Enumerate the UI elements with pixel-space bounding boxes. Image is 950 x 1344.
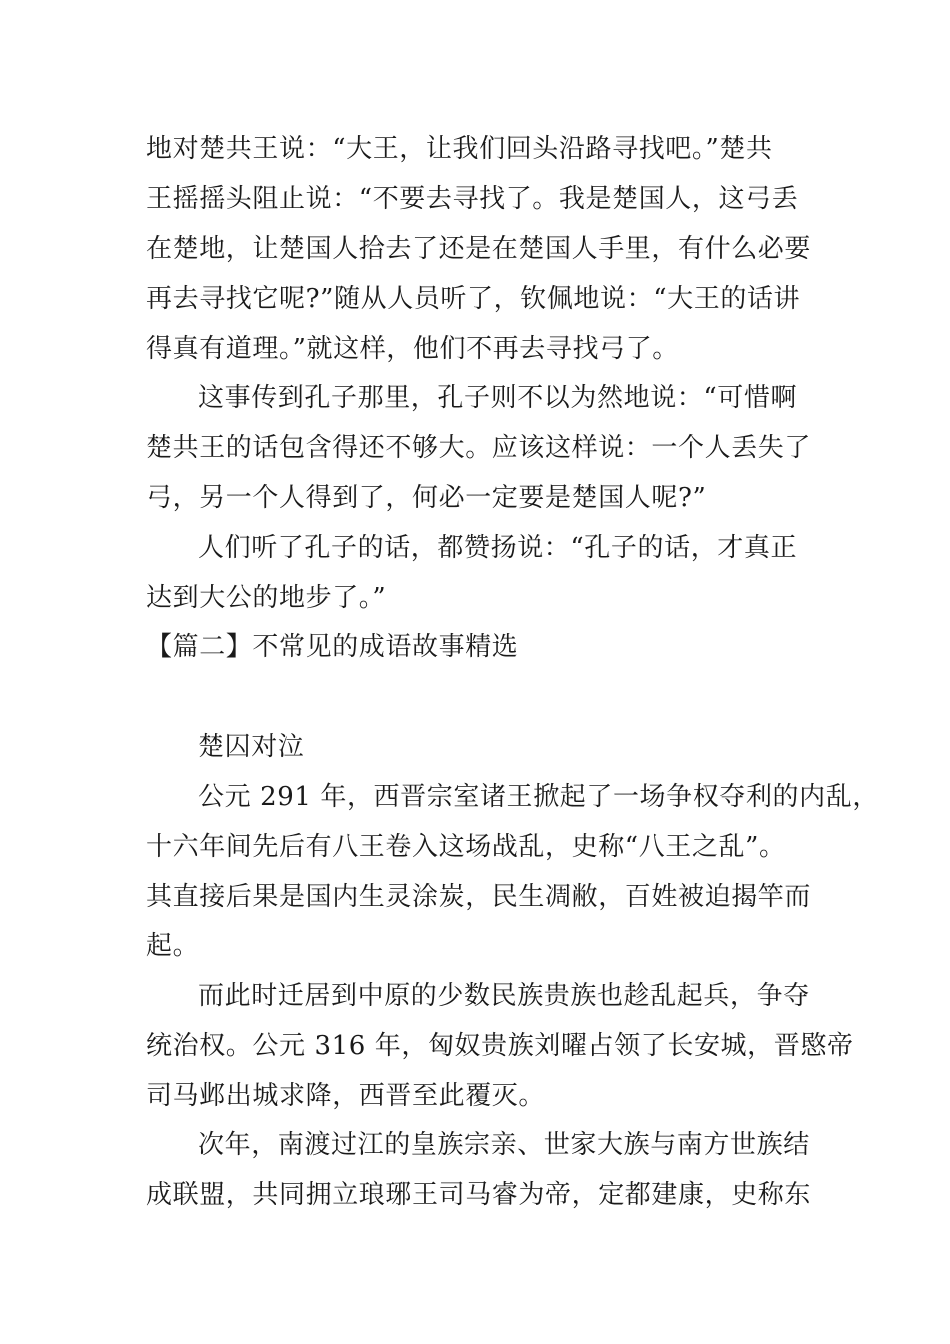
text-line: 在楚地，让楚国人拾去了还是在楚国人手里，有什么必要 [146, 234, 812, 264]
text-line: 十六年间先后有八王卷入这场战乱，史称“八王之乱”。 [146, 832, 786, 862]
paragraph-start-line: 人们听了孔子的话，都赞扬说：“孔子的话，才真正 [198, 533, 798, 563]
paragraph-start-line: 公元 291 年，西晋宗室诸王掀起了一场争权夺利的内乱， [198, 782, 879, 812]
text-line: 得真有道理。”就这样，他们不再去寻找弓了。 [146, 334, 679, 364]
paragraph-start-line: 次年，南渡过江的皇族宗亲、世家大族与南方世族结 [198, 1130, 810, 1160]
text-line: 司马邺出城求降，西晋至此覆灭。 [146, 1081, 546, 1111]
text-line: 成联盟，共同拥立琅琊王司马睿为帝，定都建康，史称东 [146, 1180, 812, 1210]
text-line: 统治权。公元 316 年，匈奴贵族刘曜占领了长安城，晋愍帝 [146, 1031, 854, 1061]
section-heading: 【篇二】不常见的成语故事精选 [146, 632, 519, 662]
text-line: 达到大公的地步了。” [146, 583, 387, 613]
story-title: 楚囚对泣 [198, 732, 305, 762]
text-line: 其直接后果是国内生灵涂炭，民生凋敝，百姓被迫揭竿而 [146, 882, 812, 912]
text-line: 起。 [146, 931, 200, 961]
text-line: 地对楚共王说：“大王，让我们回头沿路寻找吧。”楚共 [146, 134, 773, 164]
text-line: 弓，另一个人得到了，何必一定要是楚国人呢?” [146, 483, 707, 513]
paragraph-start-line: 这事传到孔子那里，孔子则不以为然地说：“可惜啊 [198, 383, 798, 413]
paragraph-start-line: 而此时迁居到中原的少数民族贵族也趁乱起兵，争夺 [198, 981, 810, 1011]
text-line: 王摇摇头阻止说：“不要去寻找了。我是楚国人，这弓丢 [146, 184, 799, 214]
text-line: 楚共王的话包含得还不够大。应该这样说：一个人丢失了 [146, 433, 812, 463]
text-line: 再去寻找它呢?”随从人员听了，钦佩地说：“大王的话讲 [146, 284, 801, 314]
